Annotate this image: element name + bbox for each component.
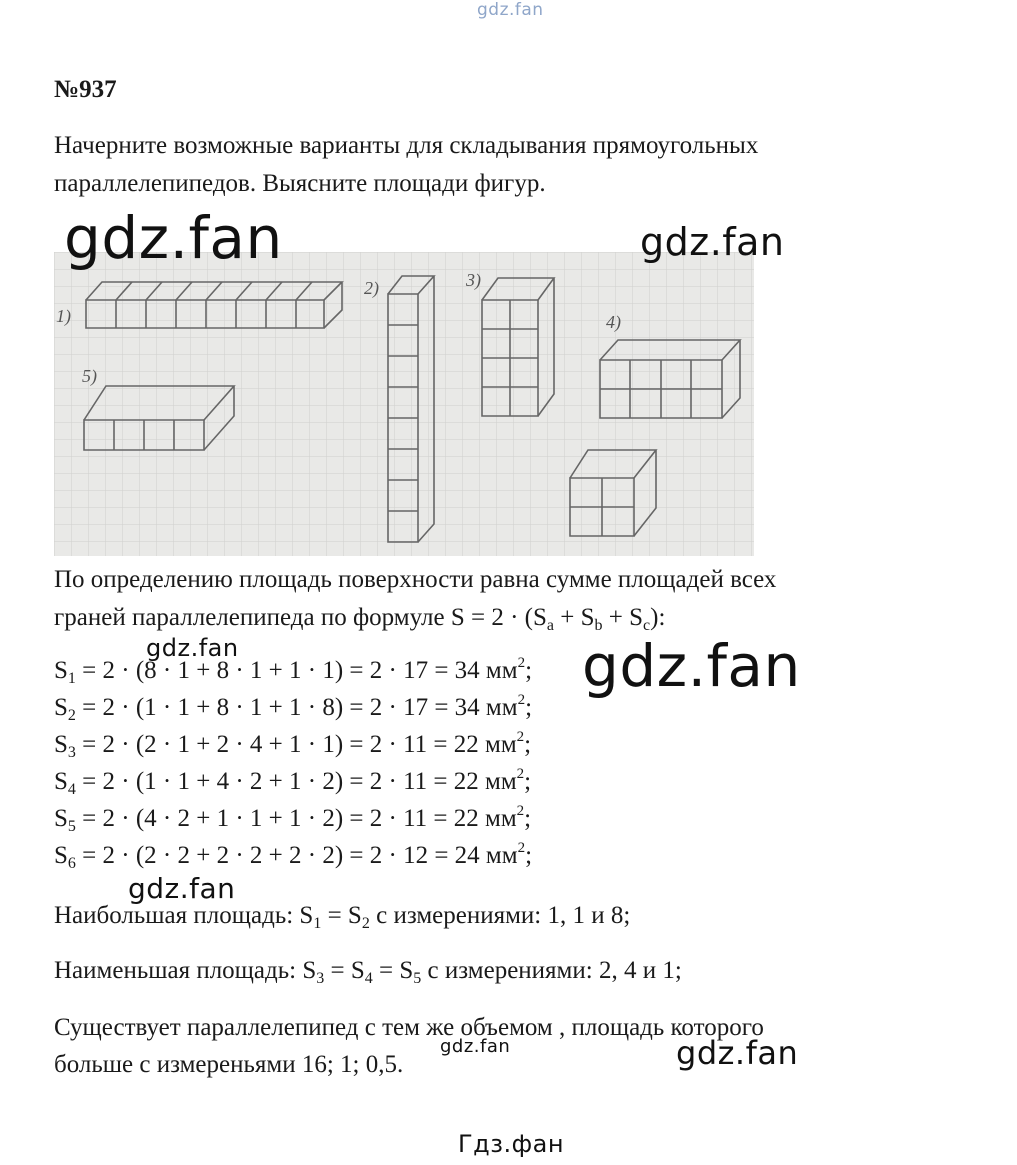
watermark: gdz.fan xyxy=(128,872,236,905)
figure-label-4: 4) xyxy=(606,312,621,332)
task-number: №937 xyxy=(54,76,117,103)
conclusion-line-1: Существует параллелепипед с тем же объемом , площадь которого xyxy=(54,1014,764,1041)
watermark: gdz.fan xyxy=(640,220,785,264)
watermark: gdz.fan xyxy=(64,204,283,272)
formula-row: $S_3 = 2 \cdot (2 \cdot 1 + 2 \cdot 4 + 1 \cdot 1) = 2 \cdot 11 = 22$ $мм^2$; xyxy=(54,729,532,761)
figure-label-1: 1) xyxy=(56,306,71,326)
figure-label-5: 5) xyxy=(82,366,97,386)
watermark: gdz.fan xyxy=(676,1034,799,1072)
formula-row: $S_4 = 2 \cdot (1 \cdot 1 + 4 \cdot 2 + 1 \cdot 2) = 2 \cdot 11 = 22$ $мм^2$; xyxy=(54,766,532,798)
sketch-photo xyxy=(54,252,754,556)
formula-row: $S_6 = 2 \cdot (2 \cdot 2 + 2 \cdot 2 + 2 \cdot 2) = 2 \cdot 12 = 24$ $мм^2$; xyxy=(54,840,533,872)
watermark: gdz.fan xyxy=(440,1036,511,1057)
conclusion-line-2: больше с измереньями 16; 1; 0,5. xyxy=(54,1051,404,1078)
formula-row: $S_1 = 2 \cdot (8 \cdot 1 + 8 \cdot 1 + 1 \cdot 1) = 2 \cdot 17 = 34$ $мм^2$; xyxy=(54,655,533,687)
footer-watermark: Гдз.фан xyxy=(458,1130,565,1158)
intro-line-1: По определению площадь поверхности равна сумме площадей всех xyxy=(54,566,777,593)
watermark: gdz.fan xyxy=(146,634,239,662)
watermark: gdz.fan xyxy=(582,632,801,700)
header-watermark: gdz.fan xyxy=(477,0,544,20)
formula-row: $S_5 = 2 \cdot (4 \cdot 2 + 1 \cdot 1 + 1 \cdot 2) = 2 \cdot 11 = 22$ $мм^2$; xyxy=(54,803,532,835)
formula-row: $S_2 = 2 \cdot (1 \cdot 1 + 8 \cdot 1 + 1 \cdot 8) = 2 \cdot 17 = 34$ $мм^2$; xyxy=(54,692,533,724)
largest-area: Наибольшая площадь: $S_1 = S_2$ с измерениями: 1, 1 и 8; xyxy=(54,902,631,932)
intro-line-2: граней параллелепипеда по формуле $S = 2 \cdot (S_a + S_b + S_c)$: xyxy=(54,604,666,634)
figure-label-3: 3) xyxy=(466,270,481,290)
task-text-line-2: параллелепипедов. Выясните площади фигур. xyxy=(54,170,546,197)
figure-label-2: 2) xyxy=(364,278,379,298)
task-text-line-1: Начерните возможные варианты для складывания прямоугольных xyxy=(54,132,759,159)
smallest-area: Наименьшая площадь: $S_3 = S_4 = S_5$ с измерениями: 2, 4 и 1; xyxy=(54,957,682,987)
boxes-sketch xyxy=(54,252,754,556)
